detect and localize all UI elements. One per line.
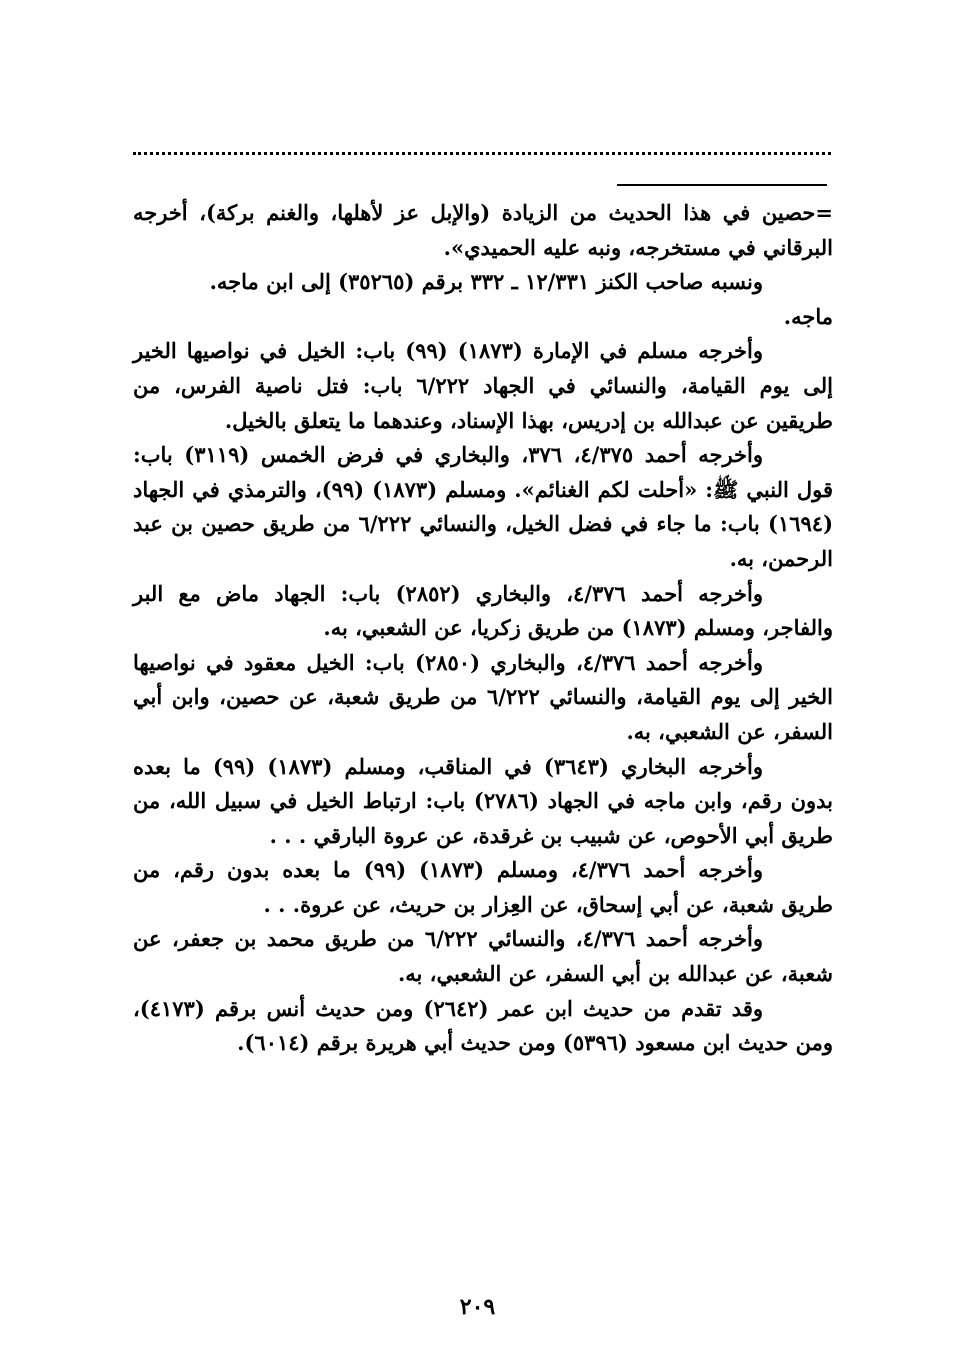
dotted-separator	[133, 152, 831, 165]
footnote-paragraph: وأخرجه أحمد ٤/٣٧٦، والنسائي ٦/٢٢٢ من طريق محمد بن جعفر، عن شعبة، عن عبدالله بن أبي السفر، عن الشعبي، به.	[133, 926, 833, 987]
footnote-paragraph: وأخرجه أحمد ٤/٣٧٥، ٣٧٦، والبخاري في فرض الخمس (٣١١٩) باب: قول النبي ﷺ: «أحلت لكم الغنائم». ومسلم (١٨٧٣) (٩٩)، والترمذي في الجهاد (١٦٩٤) باب: ما جاء في فضل الخيل، والنسائي ٦/٢٢٢ من طريق حصين بن عبد الرحمن، به.	[133, 442, 834, 571]
footnote-text	[133, 196, 833, 1061]
footnote-paragraph: وأخرجه مسلم في الإمارة (١٨٧٣) (٩٩) باب: الخيل في نواصيها الخير إلى يوم القيامة، والنسائي في الجهاد ٦/٢٢٢ باب: فتل ناصية الفرس، من طريقين عن عبدالله بن إدريس، بهذا الإسناد، وعندهما ما يتعلق بالخيل.	[133, 338, 833, 433]
footnote-paragraph: وأخرجه أحمد ٤/٣٧٦، والبخاري (٢٨٥٠) باب: الخيل معقود في نواصيها الخير إلى يوم القيامة، والنسائي ٦/٢٢٢ من طريق شعبة، عن حصين، وابن أبي السفر، عن الشعبي، به.	[133, 649, 833, 744]
footnote-paragraph: وأخرجه أحمد ٤/٣٧٦، والبخاري (٢٨٥٢) باب: الجهاد ماض مع البر والفاجر، ومسلم (١٨٧٣) من طريق زكريا، عن الشعبي، به.	[133, 580, 833, 641]
page-number: ٢٠٩	[459, 1294, 496, 1320]
footnote-paragraph: ونسبه صاحب الكنز ١٢/٣٣١ ـ ٣٣٢ برقم (٣٥٢٦٥) إلى ابن ماجه.	[209, 269, 763, 295]
footnote-paragraph: ماجه.	[783, 303, 833, 329]
footnote-rule	[617, 184, 827, 186]
footnote-paragraph: وقد تقدم من حديث ابن عمر (٢٦٤٢) ومن حديث أنس برقم (٤١٧٣)، ومن حديث ابن مسعود (٥٣٩٦) ومن حديث أبي هريرة برقم (٦٠١٤).	[133, 995, 833, 1056]
footnote-paragraph: =حصين في هذا الحديث من الزيادة (والإبل عز لأهلها، والغنم بركة)، أخرجه البرقاني في مستخرجه، ونبه عليه الحميدي».	[133, 200, 833, 260]
footnote-paragraph: وأخرجه أحمد ٤/٣٧٦، ومسلم (١٨٧٣) (٩٩) ما بعده بدون رقم، من طريق شعبة، عن أبي إسحاق، عن العِزار بن حريث، عن عروة. . .	[133, 857, 833, 917]
footnote-paragraph: وأخرجه البخاري (٣٦٤٣) في المناقب، ومسلم (١٨٧٣) (٩٩) ما بعده بدون رقم، وابن ماجه في الجهاد (٢٧٨٦) باب: ارتباط الخيل في سبيل الله، من طريق أبي الأحوص، عن شبيب بن غرقدة، عن عروة البارقي . . .	[133, 753, 833, 848]
